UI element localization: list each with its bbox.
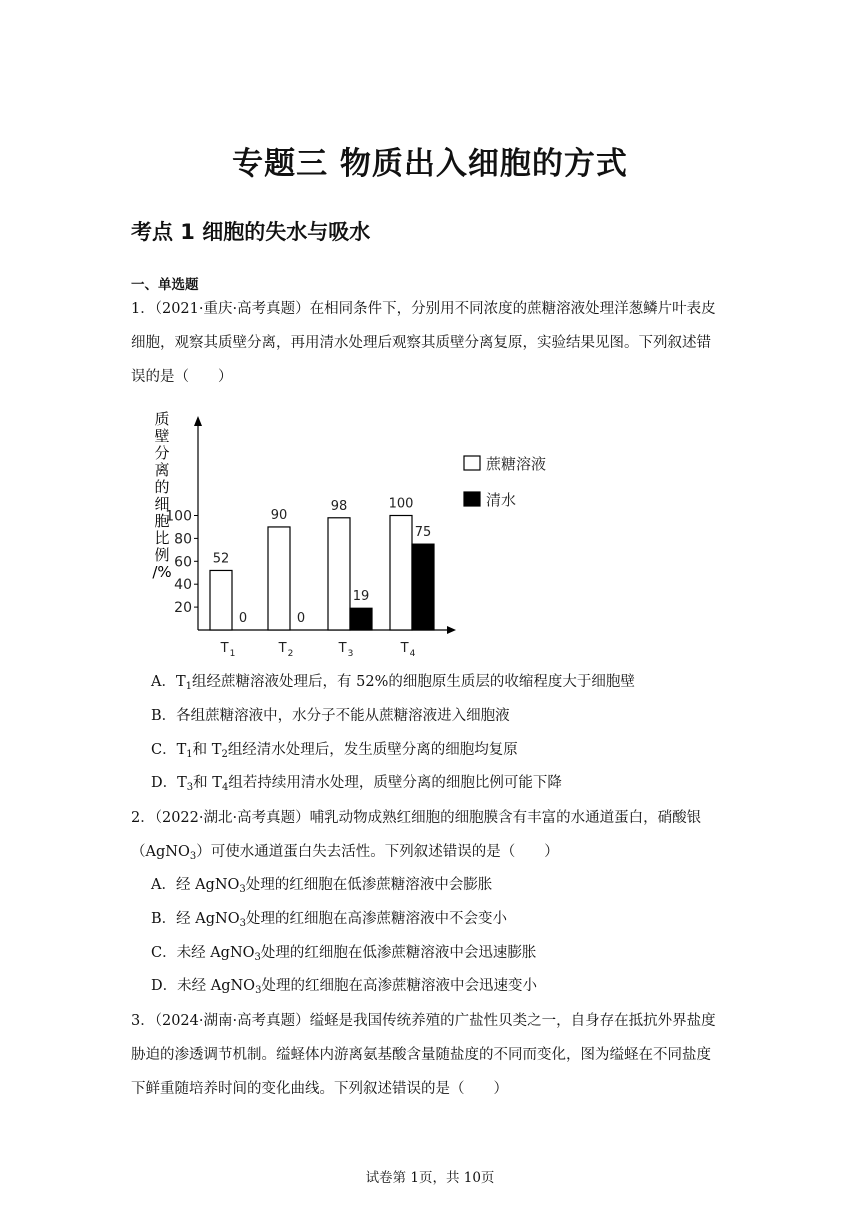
bar-water [412, 544, 434, 630]
bar-data-label: 19 [352, 589, 370, 605]
y-axis-label-char: 细 [154, 495, 170, 513]
question-3-line-2: 胁迫的渗透调节机制。缢蛏体内游离氨基酸含量随盐度的不同而变化，图为缢蛏在不同盐度 [131, 1047, 711, 1063]
legend-label: 清水 [486, 491, 517, 509]
q2-option-d[interactable]: D．未经 AgNO$_3$处理的红细胞在高渗蔗糖溶液中会迅速变小 [151, 978, 537, 996]
y-axis-label-char: 的 [154, 478, 170, 496]
y-axis-label-char: 质 [154, 410, 170, 428]
x-axis-labels [220, 641, 416, 658]
legend-swatch [464, 456, 480, 470]
bar-data-label: 0 [296, 611, 306, 626]
x-tick-label: $T_2$ [278, 641, 294, 658]
y-tick-label: 60 [174, 554, 192, 571]
question-2-line-2: （AgNO$_3$）可使水通道蛋白失去活性。下列叙述错误的是（ ） [131, 844, 559, 862]
legend-swatch [464, 492, 480, 506]
legend-label: 蔗糖溶液 [486, 455, 547, 473]
q1-option-a[interactable]: A．$T_1$组经蔗糖溶液处理后，有 52%的细胞原生质层的收缩程度大于细胞壁 [151, 674, 635, 692]
x-tick-label: $T_4$ [400, 641, 416, 658]
question-1-line-3: 误的是（ ） [131, 369, 233, 385]
q2-option-a[interactable]: A．经 AgNO$_3$处理的红细胞在低渗蔗糖溶液中会膨胀 [151, 877, 493, 895]
bar-sucrose [390, 516, 412, 631]
bar-data-label: 90 [270, 507, 288, 523]
bar-water [350, 608, 372, 630]
question-1-line-2: 细胞，观察其质壁分离，再用清水处理后观察其质壁分离复原，实验结果见图。下列叙述错 [131, 335, 711, 351]
q2-option-b[interactable]: B．经 AgNO$_3$处理的红细胞在高渗蔗糖溶液中不会变小 [151, 911, 507, 929]
topic-heading: 考点 1 细胞的失水与吸水 [131, 220, 371, 244]
question-2 [131, 801, 731, 869]
question-1-line-1: 1．（2021·重庆·高考真题）在相同条件下，分别用不同浓度的蔗糖溶液处理洋葱鳞片叶表皮 [131, 301, 716, 317]
question-1 [131, 292, 731, 394]
q1-option-d[interactable]: D．$T_3$和 $T_4$组若持续用清水处理，质壁分离的细胞比例可能下降 [151, 775, 562, 793]
y-axis-label-char: 比 [154, 529, 170, 547]
x-tick-label: $T_1$ [220, 641, 236, 658]
q1-option-c[interactable]: C．$T_1$和 $T_2$组经清水处理后，发生质壁分离的细胞均复原 [151, 742, 518, 760]
bar-sucrose [328, 518, 350, 630]
q1-option-b[interactable]: B．各组蔗糖溶液中，水分子不能从蔗糖溶液进入细胞液 [151, 708, 510, 724]
bar-data-label: 75 [414, 525, 432, 541]
section-heading: 一、单选题 [131, 277, 199, 293]
y-tick-label: 80 [174, 531, 192, 548]
question-2-line-1: 2．（2022·湖北·高考真题）哺乳动物成熟红细胞的细胞膜含有丰富的水通道蛋白，硝酸银 [131, 810, 702, 826]
y-axis-label-char: 分 [154, 444, 170, 462]
chart-legend [464, 455, 546, 509]
x-tick-sub: 2 [287, 649, 294, 658]
y-axis-label-char: 壁 [154, 427, 170, 445]
y-axis-label [152, 410, 171, 581]
y-axis-label-char: 离 [154, 461, 170, 479]
y-axis-label-char: 胞 [154, 512, 170, 530]
bar-chart [146, 408, 566, 658]
page-title: 专题三 物质出入细胞的方式 [232, 146, 628, 182]
x-tick-sub: 1 [229, 649, 236, 658]
x-tick-sub: 4 [409, 649, 416, 658]
question-3-line-1: 3．（2024·湖南·高考真题）缢蛏是我国传统养殖的广盐性贝类之一，自身存在抵抗外界盐度 [131, 1013, 716, 1029]
x-axis-arrow [447, 626, 456, 634]
bar-data-label: 100 [388, 496, 414, 512]
bar-data-label: 0 [238, 611, 248, 626]
y-axis-label-char: /% [152, 563, 172, 581]
question-3-line-3: 下鲜重随培养时间的变化曲线。下列叙述错误的是（ ） [131, 1081, 508, 1097]
question-3 [131, 1004, 731, 1106]
y-tick-label: 100 [165, 508, 192, 525]
y-tick-label: 40 [174, 577, 192, 594]
q2-option-c[interactable]: C．未经 AgNO$_3$处理的红细胞在低渗蔗糖溶液中会迅速膨胀 [151, 945, 537, 963]
bar-sucrose [268, 527, 290, 630]
bar-data-label: 52 [212, 551, 230, 567]
page-footer: 试卷第 1页，共 10页 [365, 1170, 495, 1186]
x-tick-sub: 3 [347, 649, 354, 658]
y-axis-label-char: 例 [154, 546, 170, 564]
chart-bars [210, 497, 434, 631]
x-tick-label: $T_3$ [338, 641, 354, 658]
y-tick-label: 20 [174, 600, 192, 617]
bar-data-label: 98 [330, 498, 348, 514]
y-axis-arrow [194, 416, 202, 426]
bar-sucrose [210, 570, 232, 630]
